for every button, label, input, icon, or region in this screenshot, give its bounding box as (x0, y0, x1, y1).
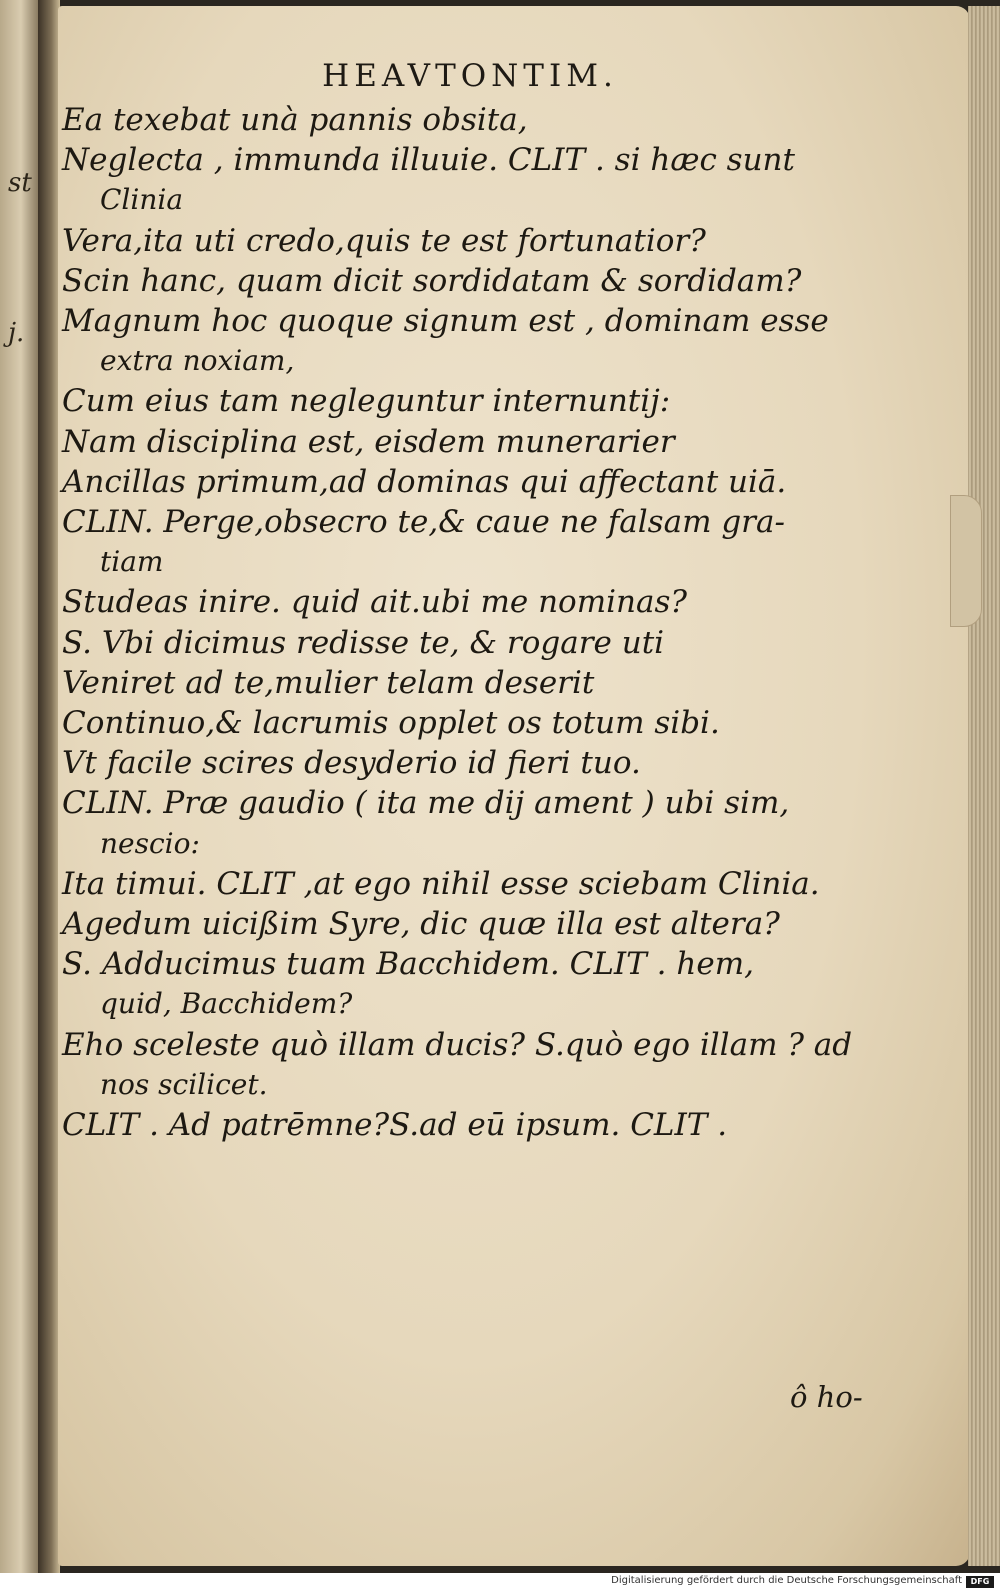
dfg-logo: DFG (966, 1576, 994, 1588)
verse-line: Vera,ita uti credo,quis te est fortunatior? (62, 222, 706, 259)
verse-continuation-line: extra noxiam, (100, 344, 295, 378)
verse-line: Scin hanc, quam dicit sordidatam & sordidam? (62, 262, 802, 299)
book-gutter (38, 0, 60, 1573)
verse-line: Ancillas primum,ad dominas qui affectant uiā. (62, 463, 787, 500)
digitization-footer (0, 1573, 1000, 1591)
verse-line: Ita timui. CLIT ,at ego nihil esse sciebam Clinia. (62, 865, 820, 902)
verse-line: Eho sceleste quò illam ducis? S.quò ego illam ? ad (62, 1026, 853, 1063)
verse-line: Magnum hoc quoque signum est , dominam esse (62, 303, 829, 340)
verse-continuation-line: tiam (100, 545, 164, 579)
verse-line: Neglecta , immunda illuuie. CLIT . si hæc sunt (62, 142, 795, 179)
verse-line: Ea texebat unà pannis obsita, (62, 102, 528, 138)
verse-line: Agedum uicißim Syre, dic quæ illa est altera? (62, 906, 780, 943)
previous-page-edge (0, 0, 38, 1573)
catchword: ô ho- (790, 1380, 863, 1414)
margin-fragment: st (8, 168, 32, 198)
verse-continuation-line: nos scilicet. (100, 1067, 268, 1101)
margin-fragment: j. (8, 318, 25, 348)
verse-text-block (62, 100, 922, 1145)
verse-line: Studeas inire. quid ait.ubi me nominas? (62, 584, 687, 621)
verse-line: Vt facile scires desyderio id fieri tuo. (62, 745, 641, 782)
verse-line: CLIN. Perge,obsecro te,& caue ne falsam gra- (62, 504, 785, 541)
running-head: HEAVTONTIM. (322, 58, 618, 94)
page-tab (950, 495, 982, 627)
verse-line: Nam disciplina est, eisdem munerarier (62, 423, 675, 460)
verse-continuation-line: quid, Bacchidem? (100, 987, 353, 1021)
verse-continuation-line: nescio: (100, 826, 200, 860)
verse-line: Veniret ad te,mulier telam deserit (62, 664, 595, 701)
verse-line: CLIT . Ad patrēmne?S.ad eū ipsum. CLIT . (62, 1107, 728, 1144)
verse-line: CLIN. Præ gaudio ( ita me dij ament ) ubi sim, (62, 785, 790, 822)
footer-credit: Digitalisierung gefördert durch die Deutsche Forschungsgemeinschaft (611, 1575, 962, 1586)
verse-line: S. Vbi dicimus redisse te, & rogare uti (62, 624, 665, 661)
page-fore-edge (968, 6, 1000, 1566)
verse-line: Continuo,& lacrumis opplet os totum sibi. (62, 705, 720, 742)
verse-continuation-line: Clinia (100, 183, 184, 217)
verse-line: Cum eius tam negleguntur internuntij: (62, 383, 671, 420)
verse-line: S. Adducimus tuam Bacchidem. CLIT . hem, (62, 946, 754, 983)
